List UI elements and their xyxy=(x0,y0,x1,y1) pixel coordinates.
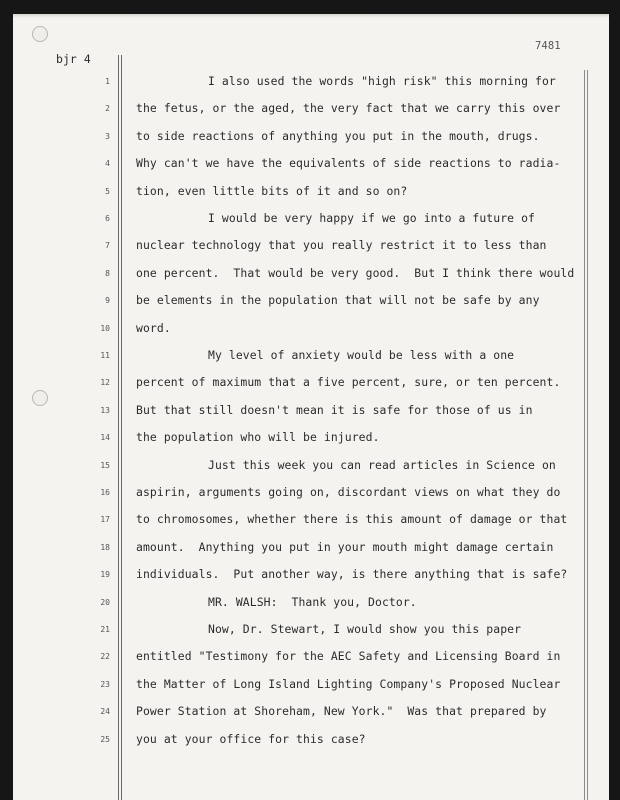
right-margin-rule-inner xyxy=(587,70,588,800)
transcript-line: amount. Anything you put in your mouth might damage certain xyxy=(136,539,554,554)
transcript-line: individuals. Put another way, is there anything that is safe? xyxy=(136,567,568,582)
line-number: 1 xyxy=(105,77,110,86)
line-number: 2 xyxy=(105,104,110,114)
line-number: 9 xyxy=(105,296,110,306)
line-number: 22 xyxy=(100,652,110,662)
line-number: 8 xyxy=(105,268,110,278)
line-number: 13 xyxy=(100,405,110,415)
transcript-line: Just this week you can read articles in Science on xyxy=(208,457,556,472)
transcript-line: nuclear technology that you really restrict it to less than xyxy=(136,238,547,253)
left-margin-rule-inner xyxy=(121,55,122,800)
transcript-line: the Matter of Long Island Lighting Company's Proposed Nuclear xyxy=(136,676,561,691)
punch-hole-top xyxy=(32,26,48,42)
transcript-line: Why can't we have the equivalents of side reactions to radia- xyxy=(136,156,561,171)
left-margin-rule xyxy=(118,55,119,800)
transcript-line: Now, Dr. Stewart, I would show you this paper xyxy=(208,622,522,636)
right-margin-rule xyxy=(584,70,585,800)
transcript-line: MR. WALSH: Thank you, Doctor. xyxy=(208,594,417,609)
line-number: 24 xyxy=(100,707,110,717)
transcript-line: entitled "Testimony for the AEC Safety and Licensing Board in xyxy=(136,649,561,664)
line-number: 23 xyxy=(100,679,110,689)
line-number: 17 xyxy=(100,515,110,525)
transcript-line: one percent. That would be very good. But I think there would xyxy=(136,265,575,280)
line-number: 6 xyxy=(105,214,110,223)
line-number: 11 xyxy=(100,351,110,360)
line-number: 19 xyxy=(100,570,110,580)
punch-hole-middle xyxy=(32,390,48,406)
line-number: 16 xyxy=(100,488,110,497)
transcript-line: the fetus, or the aged, the very fact that we carry this over xyxy=(136,101,561,116)
transcript-line: But that still doesn't mean it is safe for those of us in xyxy=(136,402,533,417)
transcript-line: I also used the words "high risk" this morning for xyxy=(208,74,556,88)
transcript-line: to side reactions of anything you put in the mouth, drugs. xyxy=(136,128,540,143)
reporter-code: bjr 4 xyxy=(56,52,91,66)
line-number: 20 xyxy=(100,597,110,607)
line-number: 10 xyxy=(100,323,110,333)
transcript-line: Power Station at Shoreham, New York." Was that prepared by xyxy=(136,704,547,719)
transcript-line: aspirin, arguments going on, discordant views on what they do xyxy=(136,485,561,499)
transcript-line: you at your office for this case? xyxy=(136,731,366,746)
line-number: 25 xyxy=(100,734,110,744)
transcript-line: to chromosomes, whether there is this amount of damage or that xyxy=(136,512,568,527)
line-number: 7 xyxy=(105,241,110,251)
transcript-line: word. xyxy=(136,320,171,335)
line-number: 18 xyxy=(100,542,110,552)
line-number: 21 xyxy=(100,625,110,634)
transcript-line: tion, even little bits of it and so on? xyxy=(136,183,408,198)
line-number: 3 xyxy=(105,131,110,141)
transcript-line: I would be very happy if we go into a future of xyxy=(208,211,536,225)
transcript-line: be elements in the population that will not be safe by any xyxy=(136,293,540,308)
line-number: 15 xyxy=(100,460,110,470)
line-number: 5 xyxy=(105,186,110,196)
transcript-line: the population who will be injured. xyxy=(136,430,380,445)
line-number: 12 xyxy=(100,378,110,388)
line-number: 14 xyxy=(100,433,110,443)
page-number: 7481 xyxy=(535,40,561,52)
page-top-edge xyxy=(13,14,609,18)
line-number: 4 xyxy=(105,159,110,169)
transcript-line: My level of anxiety would be less with a one xyxy=(208,348,515,362)
transcript-line: percent of maximum that a five percent, sure, or ten percent. xyxy=(136,375,561,390)
